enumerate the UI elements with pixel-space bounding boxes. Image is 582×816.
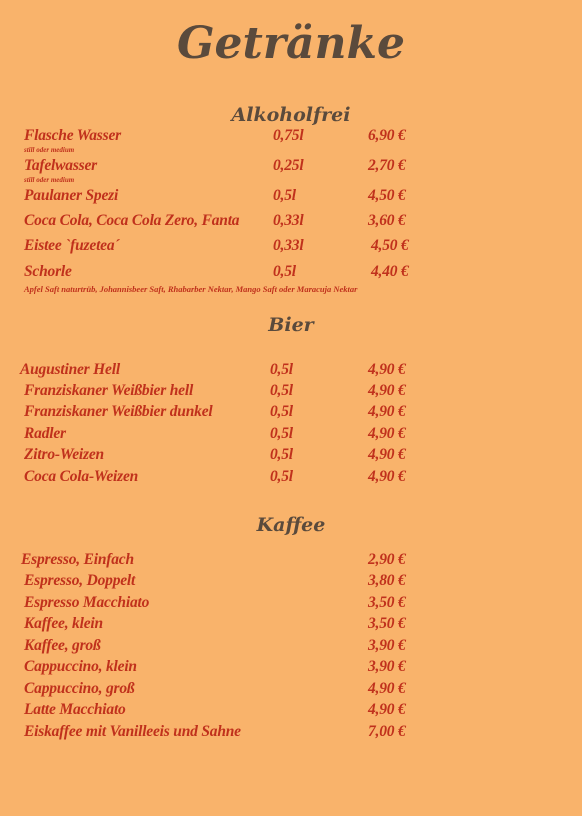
menu-item-row — [0, 680, 582, 700]
menu-item-row — [0, 425, 582, 445]
menu-item-row — [0, 237, 582, 257]
item-price: 2,70 € — [368, 157, 406, 174]
item-volume: 0,5l — [270, 468, 293, 485]
section-title-alkoholfrei: Alkoholfrei — [231, 104, 351, 126]
item-price: 4,90 € — [368, 446, 406, 463]
item-name: Espresso, Einfach — [21, 551, 134, 568]
item-volume: 0,5l — [273, 187, 296, 204]
item-volume: 0,5l — [273, 263, 296, 280]
item-name: Tafelwasser — [24, 157, 98, 174]
item-price: 3,90 € — [368, 658, 406, 675]
menu-item-row — [0, 212, 582, 232]
item-volume: 0,5l — [270, 425, 293, 442]
section-title-kaffee: Kaffee — [256, 514, 326, 536]
item-name: Flasche Wasser — [24, 127, 121, 144]
page-title: Getränke — [176, 18, 406, 69]
item-price: 4,90 € — [368, 680, 406, 697]
menu-item-row — [0, 403, 582, 423]
item-name: Coca Cola-Weizen — [24, 468, 139, 485]
menu-item-row — [0, 187, 582, 207]
menu-item-row — [0, 701, 582, 721]
item-price: 4,90 € — [368, 361, 406, 378]
item-price: 6,90 € — [368, 127, 406, 144]
item-name: Kaffee, groß — [24, 637, 101, 654]
menu-item-row — [0, 127, 582, 147]
item-price: 4,90 € — [368, 403, 406, 420]
item-name: Zitro-Weizen — [24, 446, 104, 463]
item-note: still oder medium — [24, 146, 75, 154]
item-name: Espresso Macchiato — [24, 594, 150, 611]
item-volume: 0,5l — [270, 361, 293, 378]
item-price: 4,50 € — [368, 187, 406, 204]
item-name: Espresso, Doppelt — [24, 572, 136, 589]
item-name: Kaffee, klein — [24, 615, 103, 632]
menu-item-row — [0, 658, 582, 678]
menu-item-row — [0, 446, 582, 466]
item-price: 3,90 € — [368, 637, 406, 654]
item-name: Schorle — [24, 263, 72, 280]
item-name: Augustiner Hell — [20, 361, 120, 378]
item-price: 4,90 € — [368, 468, 406, 485]
menu-item-row — [0, 572, 582, 592]
item-price: 4,40 € — [371, 263, 409, 280]
menu-item-row — [0, 263, 582, 283]
item-price: 4,90 € — [368, 701, 406, 718]
menu-item-row — [0, 157, 582, 177]
item-price: 4,90 € — [368, 382, 406, 399]
item-volume: 0,33l — [273, 237, 304, 254]
item-name: Coca Cola, Coca Cola Zero, Fanta — [24, 212, 240, 229]
menu-item-row — [0, 361, 582, 381]
item-name: Franziskaner Weißbier dunkel — [24, 403, 213, 420]
item-price: 4,90 € — [368, 425, 406, 442]
item-name: Radler — [24, 425, 66, 442]
item-note: still oder medium — [24, 176, 75, 184]
item-name: Eistee `fuzetea´ — [24, 237, 120, 254]
item-price: 7,00 € — [368, 723, 406, 740]
item-name: Paulaner Spezi — [24, 187, 119, 204]
item-name: Eiskaffee mit Vanilleeis und Sahne — [24, 723, 241, 740]
menu-item-row — [0, 382, 582, 402]
menu-item-row — [0, 637, 582, 657]
item-price: 2,90 € — [368, 551, 406, 568]
item-volume: 0,25l — [273, 157, 304, 174]
item-name: Latte Macchiato — [24, 701, 126, 718]
item-volume: 0,5l — [270, 446, 293, 463]
item-price: 4,50 € — [371, 237, 409, 254]
menu-item-row — [0, 615, 582, 635]
juice-footnote: Apfel Saft naturtrüb, Johannisbeer Saft, Rhabarber Nektar, Mango Saft oder Maracuja Nektar — [24, 284, 358, 294]
item-name: Cappuccino, klein — [24, 658, 137, 675]
item-name: Franziskaner Weißbier hell — [24, 382, 194, 399]
menu-item-row — [0, 594, 582, 614]
item-name: Cappuccino, groß — [24, 680, 135, 697]
section-title-bier: Bier — [268, 314, 314, 336]
item-price: 3,50 € — [368, 615, 406, 632]
item-price: 3,50 € — [368, 594, 406, 611]
item-volume: 0,5l — [270, 382, 293, 399]
item-price: 3,80 € — [368, 572, 406, 589]
item-price: 3,60 € — [368, 212, 406, 229]
item-volume: 0,75l — [273, 127, 304, 144]
menu-item-row — [0, 468, 582, 488]
item-volume: 0,5l — [270, 403, 293, 420]
item-volume: 0,33l — [273, 212, 304, 229]
menu-item-row — [0, 723, 582, 743]
menu-item-row — [0, 551, 582, 571]
